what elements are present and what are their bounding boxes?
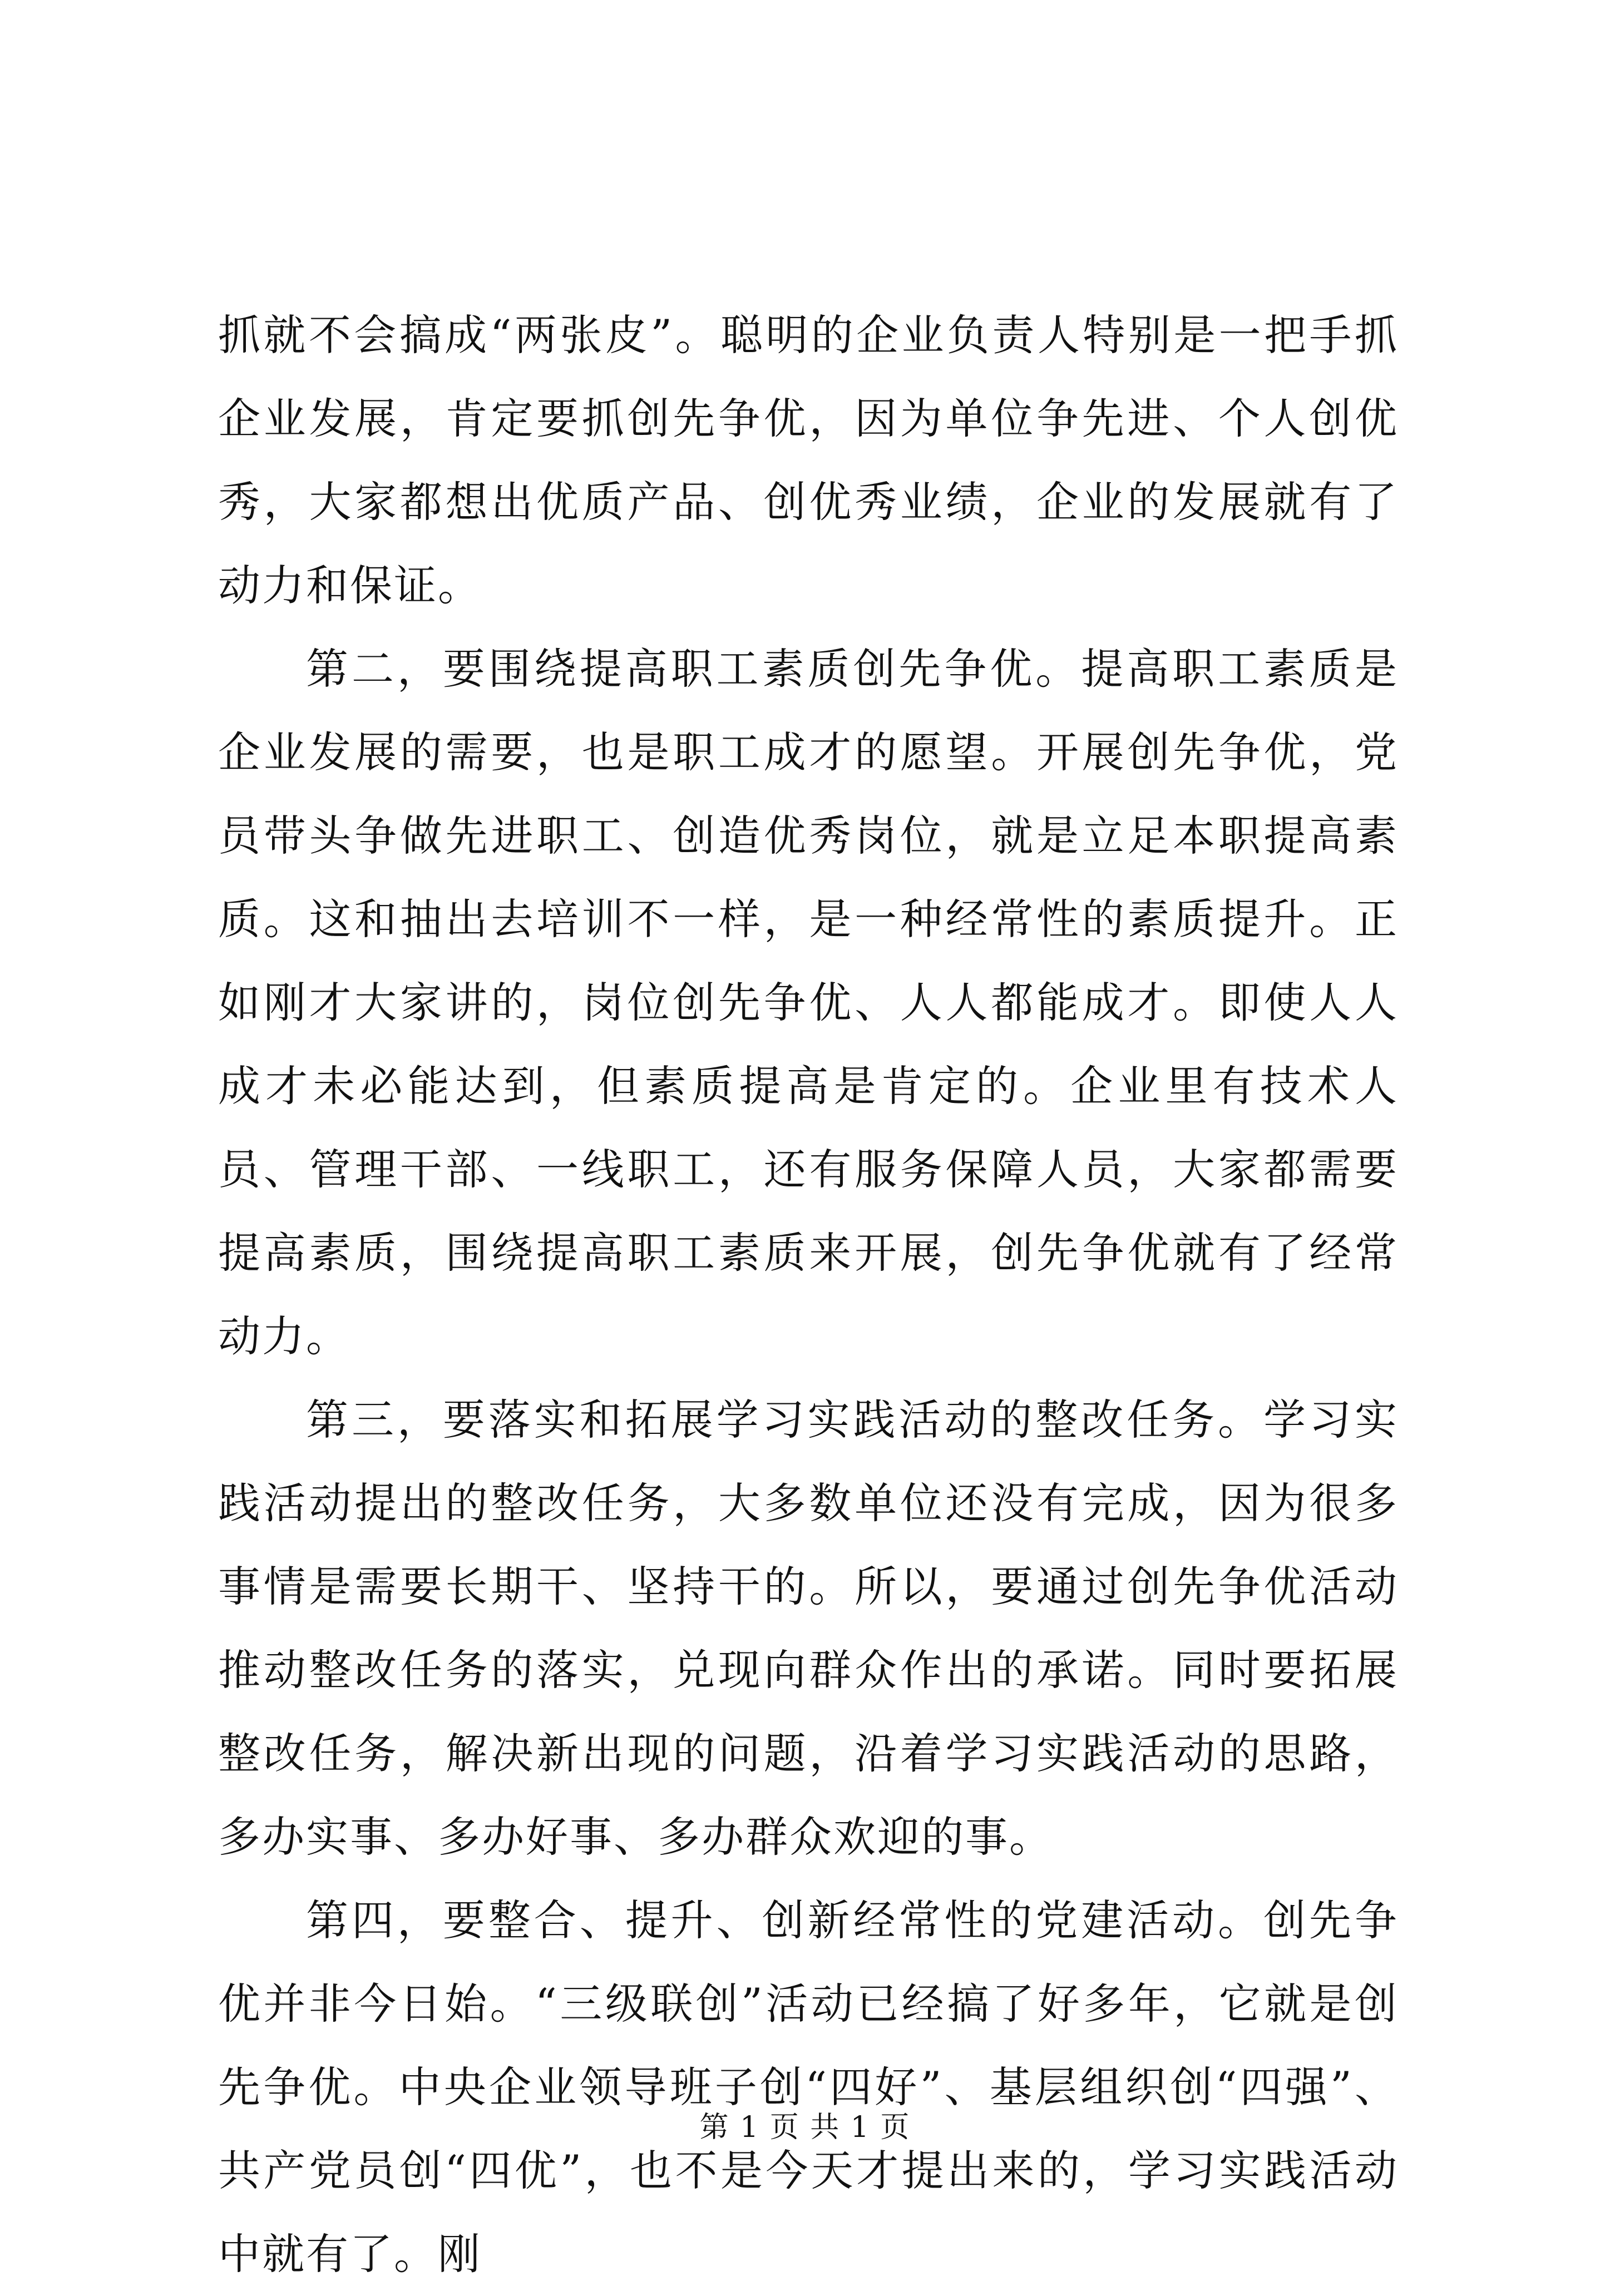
- paragraph-4: 第四，要整合、提升、创新经常性的党建活动。创先争优并非今日始。“三级联创”活动已经搞了好多年，它就是创先争优。中央企业领导班子创“四好”、基层组织创“四强”、共产党员创“四优”，也不是今天才提出来的，学习实践活动中就有了。刚: [218, 1896, 1399, 2279]
- paragraph-2: 第二，要围绕提高职工素质创先争优。提高职工素质是企业发展的需要，也是职工成才的愿望。开展创先争优，党员带头争做先进职工、创造优秀岗位，就是立足本职提高素质。这和抽出去培训不一样，是一种经常性的素质提升。正如刚才大家讲的，岗位创先争优、人人都能成才。即使人人成才未必能达到，但素质提高是肯定的。企业里有技术人员、管理干部、一线职工，还有服务保障人员，大家都需要提高素质，围绕提高职工素质来开展，创先争优就有了经常动力。: [218, 644, 1399, 1361]
- document-body: [218, 294, 1399, 2296]
- page-number-footer: 第 1 页 共 1 页: [699, 2111, 911, 2144]
- paragraph-3: 第三，要落实和拓展学习实践活动的整改任务。学习实践活动提出的整改任务，大多数单位还没有完成，因为很多事情是需要长期干、坚持干的。所以，要通过创先争优活动推动整改任务的落实，兑现向群众作出的承诺。同时要拓展整改任务，解决新出现的问题，沿着学习实践活动的思路，多办实事、多办好事、多办群众欢迎的事。: [218, 1395, 1399, 1862]
- paragraph-1: 抓就不会搞成“两张皮”。聪明的企业负责人特别是一把手抓企业发展，肯定要抓创先争优，因为单位争先进、个人创优秀，大家都想出优质产品、创优秀业绩，企业的发展就有了动力和保证。: [218, 310, 1399, 610]
